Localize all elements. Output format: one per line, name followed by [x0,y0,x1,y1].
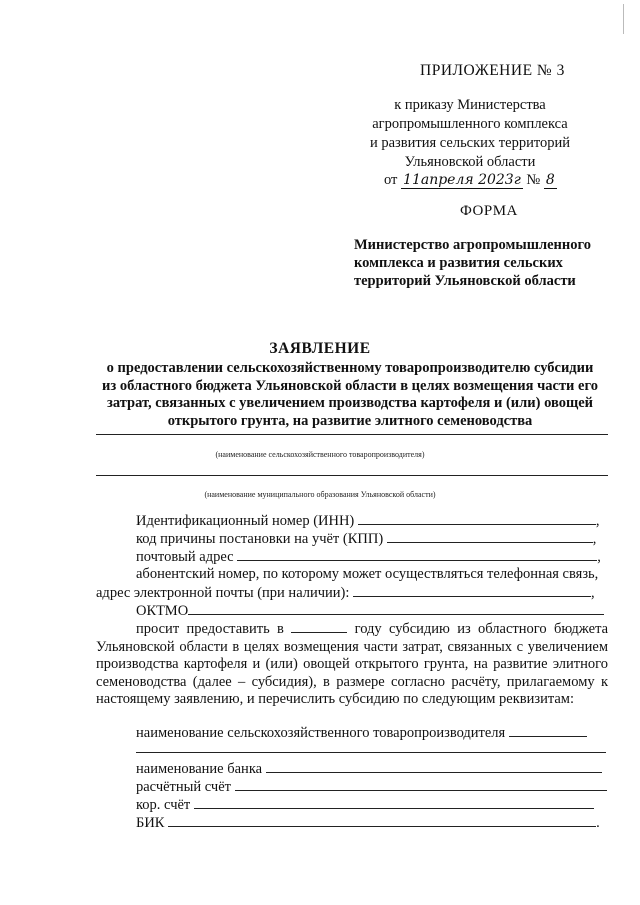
bik-field[interactable] [168,814,596,827]
request-paragraph [96,620,608,709]
punct: . [596,815,600,831]
order-date-line [384,172,557,189]
municipality-line[interactable] [96,475,608,476]
year-field[interactable] [291,620,347,633]
kpp-label: код причины постановки на учёт (КПП) [136,531,384,547]
corr-account-label: кор. счёт [136,797,191,813]
bank-row [136,760,602,778]
postal-field[interactable] [237,548,597,561]
form-label: ФОРМА [460,203,518,219]
postal-row [136,548,601,566]
req-producer-line2[interactable] [136,752,606,753]
oktmo-row [136,602,604,620]
order-line: агропромышленного комплекса [372,116,568,132]
kpp-field[interactable] [387,530,593,543]
bik-label: БИК [136,815,165,831]
punct: , [592,531,597,547]
corr-account-field[interactable] [194,796,594,809]
req-producer-label: наименование сельскохозяйственного товаропроизводителя [136,725,506,741]
appendix-label: ПРИЛОЖЕНИЕ № 3 [420,62,565,79]
bank-field[interactable] [266,760,602,773]
account-row [136,778,607,796]
handwritten-number: 8 [545,172,555,188]
order-line: к приказу Министерства [394,97,546,113]
req-producer-row [136,724,587,742]
postal-label: почтовый адрес [136,549,234,565]
punct: , [591,585,595,601]
document-title: ЗАЯВЛЕНИЕ [269,340,371,357]
oktmo-label: ОКТМО [136,603,189,619]
municipality-caption: (наименование муниципального образования Ульяновской области) [204,490,436,499]
request-start: просит предоставить в [136,621,284,637]
email-field[interactable] [353,584,591,597]
request-rest: году субсидию из областного бюджета Ульяновской области в целях возмещения части затрат, связанных с увеличением производства картофеля и (или) овощей открытого грунта, на развитие элитного семеноводства (далее – субсидия), в размере согласно расчёту, прилагаемому к настоящему заявлению, и перечислить субсидию по следующим реквизитам: [96,621,609,707]
order-line: и развития сельских территорий [369,135,570,151]
kpp-row [136,530,596,548]
order-reference [330,96,610,172]
phone-label: абонентский номер, по которому может осуществляться телефонная связь, [136,566,599,582]
req-producer-field[interactable] [509,724,587,737]
inn-field[interactable] [358,512,596,525]
producer-name-caption: (наименование сельскохозяйственного товаропроизводителя) [215,450,425,459]
bank-label: наименование банка [136,761,263,777]
ministry-addressee: Министерство агропромышленного комплекса и развития сельских территорий Ульяновской области [354,237,591,289]
date-prefix: от [384,172,398,188]
email-row [96,584,595,602]
punct: , [595,513,600,529]
corr-account-row [136,796,594,814]
number-label: № [526,172,541,188]
inn-row [136,512,600,530]
email-label: адрес электронной почты (при наличии): [96,585,350,601]
oktmo-field[interactable] [188,602,604,615]
inn-label: Идентификационный номер (ИНН) [136,513,355,529]
order-line: Ульяновской области [404,154,536,170]
scan-mark [623,4,632,34]
document-subtitle: о предоставлении сельскохозяйственному товаропроизводителю субсидии из областного бюджета Ульяновской области в целях возмещения части его затрат, связанных с увеличением производства картофеля и (или) овощей открытого грунта, на развитие элитного семеноводства [102,360,598,429]
handwritten-date: 11апреля 2023г [403,172,521,188]
punct: , [597,549,601,565]
account-label: расчётный счёт [136,779,231,795]
account-field[interactable] [235,778,607,791]
bik-row [136,814,600,832]
producer-name-line[interactable] [96,434,608,435]
